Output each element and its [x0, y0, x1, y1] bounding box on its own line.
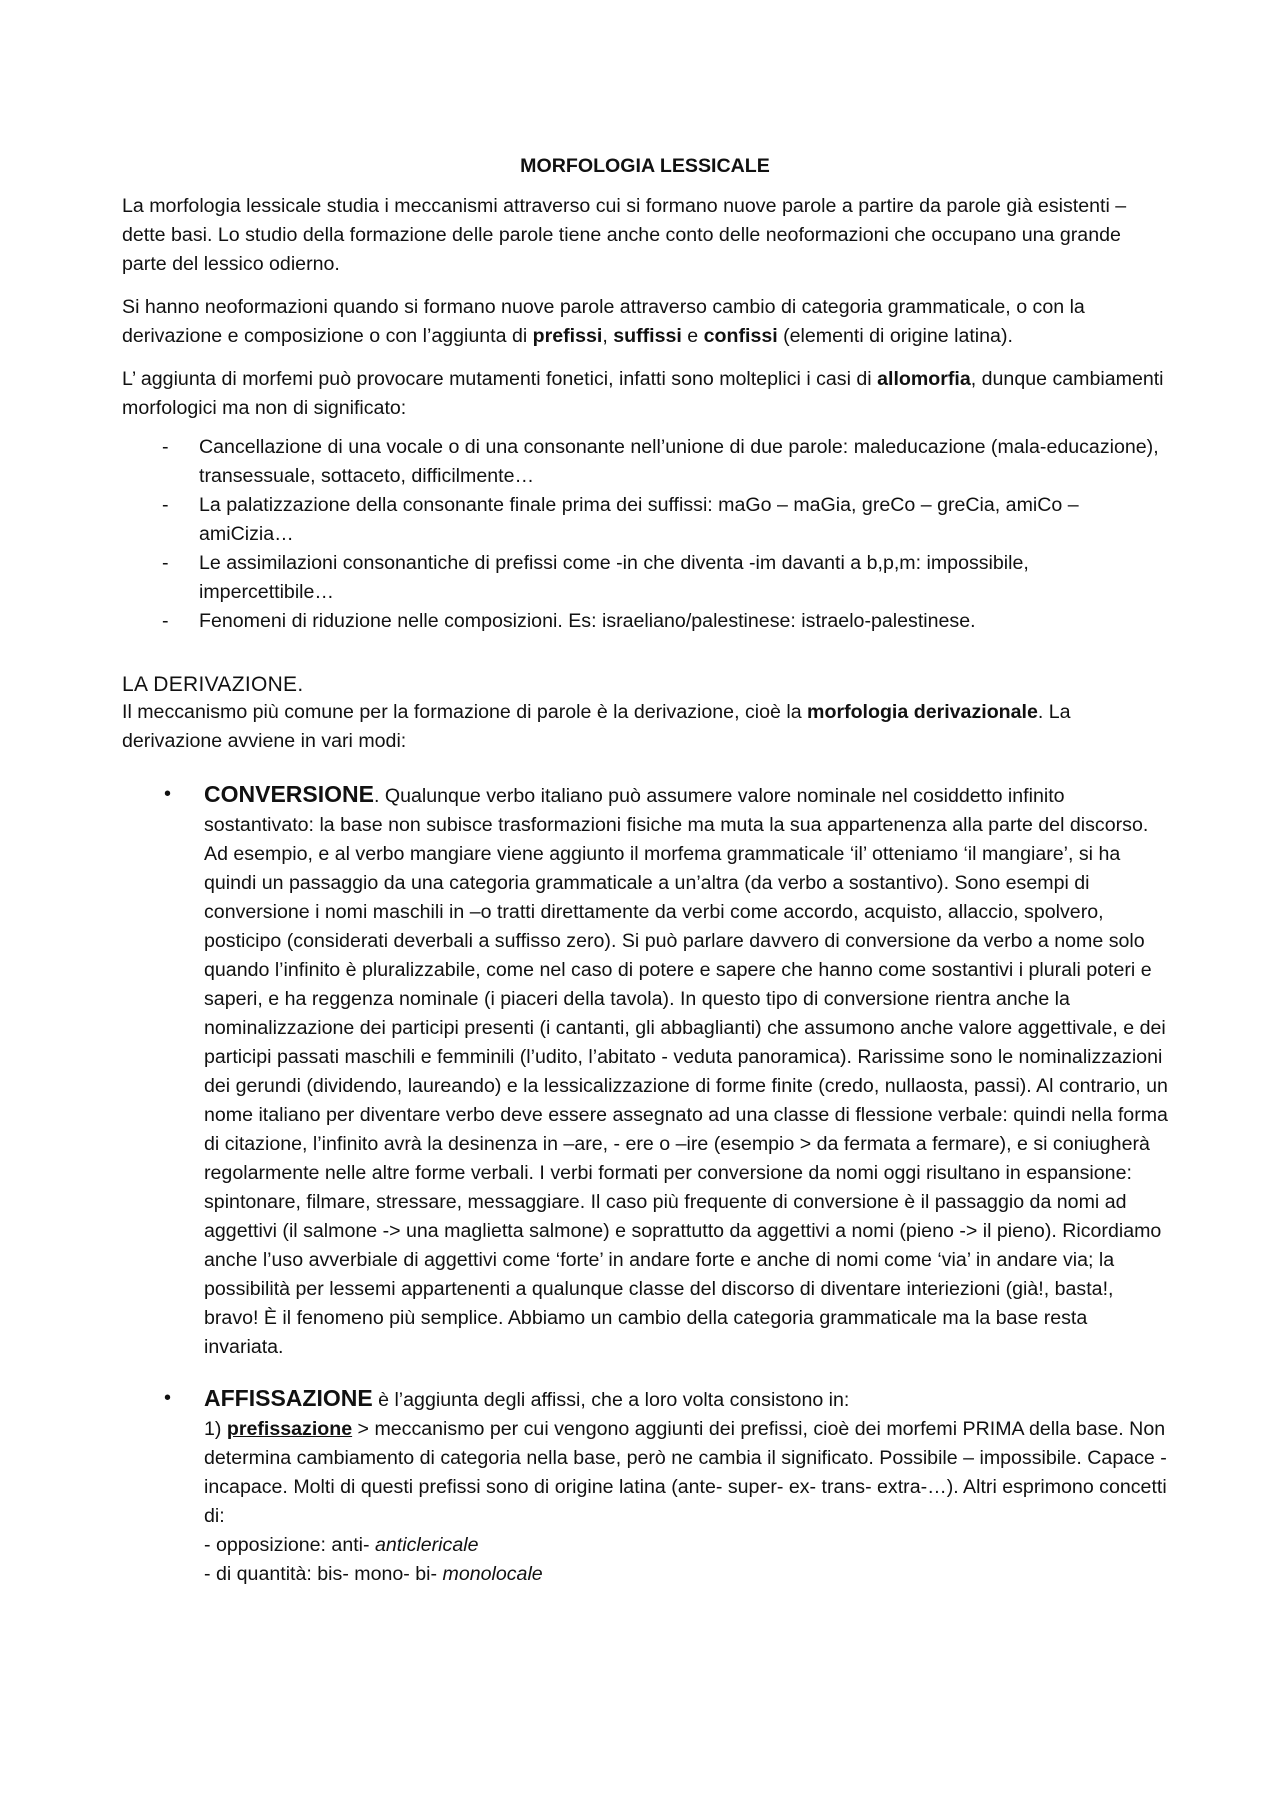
document-title: MORFOLOGIA LESSICALE — [520, 155, 770, 177]
bullet-dot: • — [164, 1387, 172, 1409]
list-item-text: Cancellazione di una vocale o di una consonante nell’unione di due parole: maleducazione (mala-educazione), transessuale, sottaceto, difficilmente… — [199, 436, 1159, 487]
term-prefissazione: prefissazione — [226, 1418, 353, 1440]
p2-text-a: Si hanno neoformazioni quando si formano nuove parole attraverso cambio di categoria grammaticale, o con la derivazione e composizione o con l’aggiunta di — [122, 296, 1085, 347]
list-item — [122, 491, 1168, 549]
list-item-text: Fenomeni di riduzione nelle composizioni. Es: israeliano/palestinese: istraelo-palestinese. — [199, 610, 976, 632]
deriv-intro-text-b: . La derivazione avviene in vari modi: — [122, 701, 1071, 752]
quantita-text: - di quantità: bis- mono- bi- — [204, 1563, 443, 1585]
list-item — [122, 433, 1168, 491]
term-conversione: CONVERSIONE — [204, 781, 374, 807]
prefix-line-opposizione — [204, 1531, 1168, 1560]
term-confissi: confissi — [703, 325, 778, 347]
intro-paragraph-3 — [122, 365, 1168, 423]
deriv-intro-text-a: Il meccanismo più comune per la formazione di parole è la derivazione, cioè la — [122, 701, 808, 723]
dash-marker: - — [162, 436, 169, 458]
dash-marker: - — [162, 552, 169, 574]
term-affissazione: AFFISSAZIONE — [204, 1385, 373, 1411]
intro-paragraph-1: La morfologia lessicale studia i meccanismi attraverso cui si formano nuove parole a partire da parole già esistenti – dette basi. Lo studio della formazione delle parole tiene anche conto delle neoformazioni che occupano una grande parte del lessico odierno. — [122, 195, 1127, 275]
term-allomorfia: allomorfia — [877, 368, 971, 390]
bullet-dot: • — [164, 783, 172, 805]
conversione-text: . Qualunque verbo italiano può assumere valore nominale nel cosiddetto infinito sostantivato: la base non subisce trasformazioni fisiche ma muta la sua appartenenza alla parte del discorso. Ad esempio, e al verbo mangiare viene aggiunto il morfema grammaticale ‘il’ otteniamo ‘il mangiare’, si ha quindi un passaggio da una categoria grammaticale a un’altra (da verbo a sostantivo). Sono esempi di conversione i nomi maschili in –o tratti direttamente da verbi come accordo, acquisto, allaccio, spolvero, posticipo (considerati deverbali a suffisso zero). Si può parlare davvero di conversione da verbo a nome solo quando l’infinito è pluralizzabile, come nel caso di potere e sapere che hanno come sostantivi i plurali poteri e saperi, e ha reggenza nominale (i piaceri della tavola). In questo tipo di conversione rientra anche la nominalizzazione dei participi presenti (i cantanti, gli abbaglianti) che assumono anche valore aggettivale, e dei participi passati maschili e femminili (l’udito, l’abitato - veduta panoramica). Rarissime sono le nominalizzazioni dei gerundi (dividendo, laureando) e la lessicalizzazione di forme finite (credo, nullaosta, passi). Al contrario, un nome italiano per diventare verbo deve essere assegnato ad una classe di flessione verbale: quindi nella forma di citazione, l’infinito avrà la desinenza in –are, - ere o –ire (esempio > da fermata a fermare), e si coniugherà regolarmente nelle altre forme verbali. I verbi formati per conversione da nomi oggi risultano in espansione: spintonare, filmare, stressare, messaggiare. Il caso più frequente di conversione è il passaggio da nomi ad aggettivi (il salmone -> una maglietta salmone) e soprattutto da aggettivi a nomi (pieno -> il pieno). Ricordiamo anche l’uso avverbiale di aggettivi come ‘forte’ in andare forte e anche di nomi come ‘via’ in andare via; la possibilità per lessemi appartenenti a qualunque classe del discorso di diventare interiezioni (già!, basta!, bravo! È il fenomeno più semplice. Abbiamo un cambio della categoria grammaticale ma la base resta invariata. — [204, 785, 1168, 1358]
derivazione-intro — [122, 698, 1168, 756]
prefissazione-paragraph — [204, 1415, 1168, 1531]
p3-text-a: L’ aggiunta di morfemi può provocare mutamenti fonetici, infatti sono molteplici i casi di — [122, 368, 878, 390]
list-item-text: Le assimilazioni consonantiche di prefissi come -in che diventa -im davanti a b,p,m: impossibile, impercettibile… — [199, 552, 1029, 603]
derivazione-list — [122, 780, 1168, 1589]
prefix-line-quantita — [204, 1560, 1168, 1589]
dash-marker: - — [162, 494, 169, 516]
list-item — [122, 607, 1168, 636]
affissazione-text: è l’aggiunta degli affissi, che a loro volta consistono in: — [372, 1389, 850, 1411]
term-suffissi: suffissi — [613, 325, 682, 347]
bullet-affissazione — [122, 1384, 1168, 1589]
list-item-text: La palatizzazione della consonante finale prima dei suffissi: maGo – maGia, greCo – greCia, amiCo – amiCizia… — [199, 494, 1079, 545]
p3-text-b: , dunque cambiamenti morfologici ma non di significato: — [122, 368, 1164, 419]
term-morfologia-derivazionale: morfologia derivazionale — [807, 701, 1038, 723]
list-item — [122, 549, 1168, 607]
intro-paragraph-2 — [122, 293, 1168, 351]
term-prefissi: prefissi — [532, 325, 603, 347]
p2-text-b: (elementi di origine latina). — [777, 325, 1013, 347]
p2-sep-1: , — [602, 325, 614, 347]
example-monolocale: monolocale — [442, 1563, 543, 1585]
example-anticlericale: anticlericale — [375, 1534, 479, 1556]
dash-marker: - — [162, 610, 169, 632]
opposizione-text: - opposizione: anti- — [204, 1534, 375, 1556]
prefissazione-text: > meccanismo per cui vengono aggiunti dei prefissi, cioè dei morfemi PRIMA della base. Non determina cambiamento di categoria nella base, però ne cambia il significato. Possibile – impossibile. Capace - incapace. Molti di questi prefissi sono di origine latina (ante- super- ex- trans- extra-…). Altri esprimono concetti di: — [204, 1418, 1167, 1527]
bullet-conversione — [122, 780, 1168, 1362]
document-page — [122, 152, 1168, 1611]
sub-number: 1) — [204, 1418, 227, 1440]
allomorfia-list — [122, 433, 1168, 636]
section-heading-derivazione: LA DERIVAZIONE. — [122, 673, 304, 696]
p2-sep-2: e — [681, 325, 704, 347]
